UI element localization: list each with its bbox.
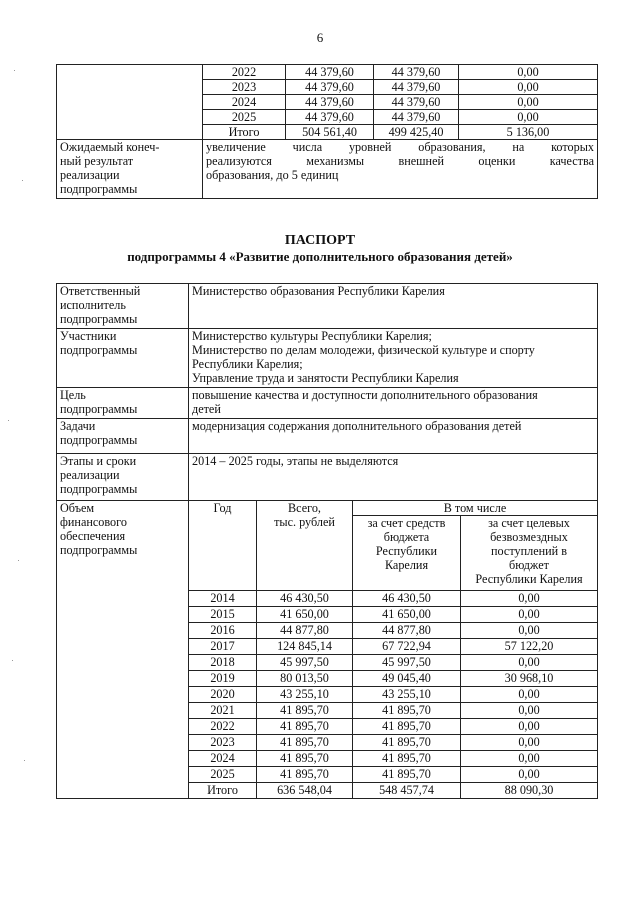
prev-grants-cell: 0,00 <box>459 80 598 95</box>
funding-total-cell: 43 255,10 <box>257 687 353 703</box>
funding-total-cell: 636 548,04 <box>257 783 353 799</box>
prev-budget-cell: 44 379,60 <box>374 95 459 110</box>
funding-total-cell: 41 895,70 <box>257 751 353 767</box>
passport-body <box>57 284 598 799</box>
label-line: подпрограммы <box>60 312 138 326</box>
prev-total-cell: 44 379,60 <box>286 95 374 110</box>
prev-funding-label-cell <box>57 65 203 140</box>
funding-total-cell: 41 650,00 <box>257 607 353 623</box>
header-line: за счет средств <box>367 516 446 530</box>
prev-total-cell: 44 379,60 <box>286 80 374 95</box>
prev-budget-cell: 44 379,60 <box>374 65 459 80</box>
goal-value <box>189 388 598 419</box>
value-line: детей <box>192 402 221 416</box>
funding-budget-cell: 67 722,94 <box>353 639 461 655</box>
funding-grants-header <box>461 516 598 591</box>
funding-grants-cell: 0,00 <box>461 655 598 671</box>
scan-speck <box>12 660 13 661</box>
prev-year-cell: 2024 <box>203 95 286 110</box>
funding-total-cell: 44 877,80 <box>257 623 353 639</box>
funding-grants-cell: 30 968,10 <box>461 671 598 687</box>
funding-budget-cell: 548 457,74 <box>353 783 461 799</box>
prev-funding-table <box>56 64 598 199</box>
scan-speck <box>22 180 23 181</box>
prev-budget-cell: 44 379,60 <box>374 80 459 95</box>
header-line: поступлений в <box>491 544 567 558</box>
funding-total-cell: 45 997,50 <box>257 655 353 671</box>
label-line: подпрограммы <box>60 433 138 447</box>
responsible-label <box>57 284 189 329</box>
funding-year-cell: 2014 <box>189 591 257 607</box>
funding-header-row-1 <box>57 501 598 516</box>
funding-grants-cell: 57 122,20 <box>461 639 598 655</box>
header-line: Республики <box>375 544 438 558</box>
label-line: исполнитель <box>60 298 126 312</box>
prev-year-cell: Итого <box>203 125 286 140</box>
header-line: Карелия <box>384 558 429 572</box>
funding-year-cell: 2020 <box>189 687 257 703</box>
prev-budget-cell: 499 425,40 <box>374 125 459 140</box>
expected-result-label <box>57 140 203 199</box>
participants-label <box>57 329 189 388</box>
prev-year-cell: 2025 <box>203 110 286 125</box>
header-line: тыс. рублей <box>274 515 335 529</box>
result-value-line: увеличение числа уровней образования, на которых <box>206 140 594 154</box>
funding-total-cell: 80 013,50 <box>257 671 353 687</box>
prev-funding-body <box>57 65 598 199</box>
result-label-line: Ожидаемый конеч- <box>60 140 160 154</box>
funding-year-cell: 2016 <box>189 623 257 639</box>
funding-year-cell: 2019 <box>189 671 257 687</box>
label-line: обеспечения <box>60 529 126 543</box>
funding-total-cell: 41 895,70 <box>257 767 353 783</box>
label-line: подпрограммы <box>60 402 138 416</box>
funding-grants-cell: 0,00 <box>461 591 598 607</box>
prev-budget-cell: 44 379,60 <box>374 110 459 125</box>
funding-label <box>57 501 189 799</box>
funding-year-cell: 2015 <box>189 607 257 623</box>
prev-year-cell: 2022 <box>203 65 286 80</box>
funding-total-cell: 124 845,14 <box>257 639 353 655</box>
label-line: Этапы и сроки <box>60 454 137 468</box>
label-line: Участники <box>60 329 117 343</box>
funding-year-cell: 2024 <box>189 751 257 767</box>
funding-including-header: В том числе <box>353 501 598 516</box>
tasks-value: модернизация содержания дополнительного образования детей <box>189 419 598 454</box>
passport-subtitle: подпрограммы 4 «Развитие дополнительного образования детей» <box>127 249 513 264</box>
funding-budget-cell: 45 997,50 <box>353 655 461 671</box>
responsible-row <box>57 284 598 329</box>
expected-result-row <box>57 140 598 199</box>
prev-grants-cell: 0,00 <box>459 65 598 80</box>
prev-grants-cell: 5 136,00 <box>459 125 598 140</box>
stages-row <box>57 454 598 501</box>
value-line: Республики Карелия; <box>192 357 303 371</box>
participants-value <box>189 329 598 388</box>
label-line: Объем <box>60 501 95 515</box>
prev-grants-cell: 0,00 <box>459 95 598 110</box>
stages-value: 2014 – 2025 годы, этапы не выделяются <box>189 454 598 501</box>
value-line: Министерство по делам молодежи, физической культуре и спорту <box>192 343 535 357</box>
funding-grants-cell: 0,00 <box>461 719 598 735</box>
result-label-line: ный результат <box>60 154 134 168</box>
funding-grants-cell: 0,00 <box>461 687 598 703</box>
funding-budget-cell: 43 255,10 <box>353 687 461 703</box>
funding-grants-cell: 0,00 <box>461 735 598 751</box>
funding-budget-cell: 41 895,70 <box>353 719 461 735</box>
participants-row <box>57 329 598 388</box>
funding-grants-cell: 0,00 <box>461 703 598 719</box>
funding-grants-cell: 88 090,30 <box>461 783 598 799</box>
funding-budget-cell: 49 045,40 <box>353 671 461 687</box>
label-line: Задачи <box>60 419 96 433</box>
scan-speck <box>18 560 19 561</box>
label-line: Цель <box>60 388 86 402</box>
funding-year-cell: 2017 <box>189 639 257 655</box>
value-line: повышение качества и доступности дополнительного образования <box>192 388 538 402</box>
scan-speck <box>8 420 9 421</box>
funding-year-cell: 2023 <box>189 735 257 751</box>
result-label-line: реализации <box>60 168 120 182</box>
responsible-value: Министерство образования Республики Карелия <box>189 284 598 329</box>
funding-budget-cell: 44 877,80 <box>353 623 461 639</box>
funding-year-header: Год <box>189 501 257 591</box>
header-line: Республики Карелия <box>475 572 583 586</box>
funding-budget-cell: 41 895,70 <box>353 767 461 783</box>
header-line: безвозмездных <box>490 530 568 544</box>
label-line: Ответственный <box>60 284 141 298</box>
page-number: 6 <box>316 30 324 45</box>
funding-total-cell: 41 895,70 <box>257 735 353 751</box>
label-line: подпрограммы <box>60 482 138 496</box>
tasks-label <box>57 419 189 454</box>
goal-label <box>57 388 189 419</box>
funding-total-header <box>257 501 353 591</box>
funding-grants-cell: 0,00 <box>461 767 598 783</box>
prev-total-cell: 44 379,60 <box>286 110 374 125</box>
funding-total-cell: 41 895,70 <box>257 703 353 719</box>
tasks-row <box>57 419 598 454</box>
label-line: реализации <box>60 468 120 482</box>
scan-speck <box>14 70 15 71</box>
result-value-line: образования, до 5 единиц <box>206 168 339 182</box>
prev-total-cell: 504 561,40 <box>286 125 374 140</box>
funding-year-cell: 2025 <box>189 767 257 783</box>
passport-title: ПАСПОРТ <box>284 233 356 248</box>
passport-table <box>56 283 598 799</box>
scan-speck <box>24 760 25 761</box>
funding-total-cell: 41 895,70 <box>257 719 353 735</box>
value-line: Управление труда и занятости Республики Карелия <box>192 371 459 385</box>
label-line: подпрограммы <box>60 543 138 557</box>
stages-label <box>57 454 189 501</box>
expected-result-value <box>203 140 598 199</box>
prev-funding-row <box>57 65 598 80</box>
funding-budget-header <box>353 516 461 591</box>
funding-year-cell: Итого <box>189 783 257 799</box>
funding-grants-cell: 0,00 <box>461 607 598 623</box>
goal-row <box>57 388 598 419</box>
funding-year-cell: 2022 <box>189 719 257 735</box>
funding-budget-cell: 41 650,00 <box>353 607 461 623</box>
result-value-line: реализуются механизмы внешней оценки качества <box>206 154 594 168</box>
header-line: за счет целевых <box>488 516 570 530</box>
funding-total-cell: 46 430,50 <box>257 591 353 607</box>
prev-total-cell: 44 379,60 <box>286 65 374 80</box>
funding-budget-cell: 41 895,70 <box>353 735 461 751</box>
prev-year-cell: 2023 <box>203 80 286 95</box>
label-line: финансового <box>60 515 127 529</box>
header-line: бюджет <box>509 558 549 572</box>
value-line: Министерство культуры Республики Карелия; <box>192 329 432 343</box>
funding-budget-cell: 41 895,70 <box>353 703 461 719</box>
funding-year-cell: 2021 <box>189 703 257 719</box>
funding-budget-cell: 41 895,70 <box>353 751 461 767</box>
funding-year-cell: 2018 <box>189 655 257 671</box>
prev-grants-cell: 0,00 <box>459 110 598 125</box>
funding-grants-cell: 0,00 <box>461 751 598 767</box>
funding-grants-cell: 0,00 <box>461 623 598 639</box>
result-label-line: подпрограммы <box>60 182 138 196</box>
label-line: подпрограммы <box>60 343 138 357</box>
header-line: бюджета <box>383 530 430 544</box>
header-line: Всего, <box>288 501 321 515</box>
funding-budget-cell: 46 430,50 <box>353 591 461 607</box>
